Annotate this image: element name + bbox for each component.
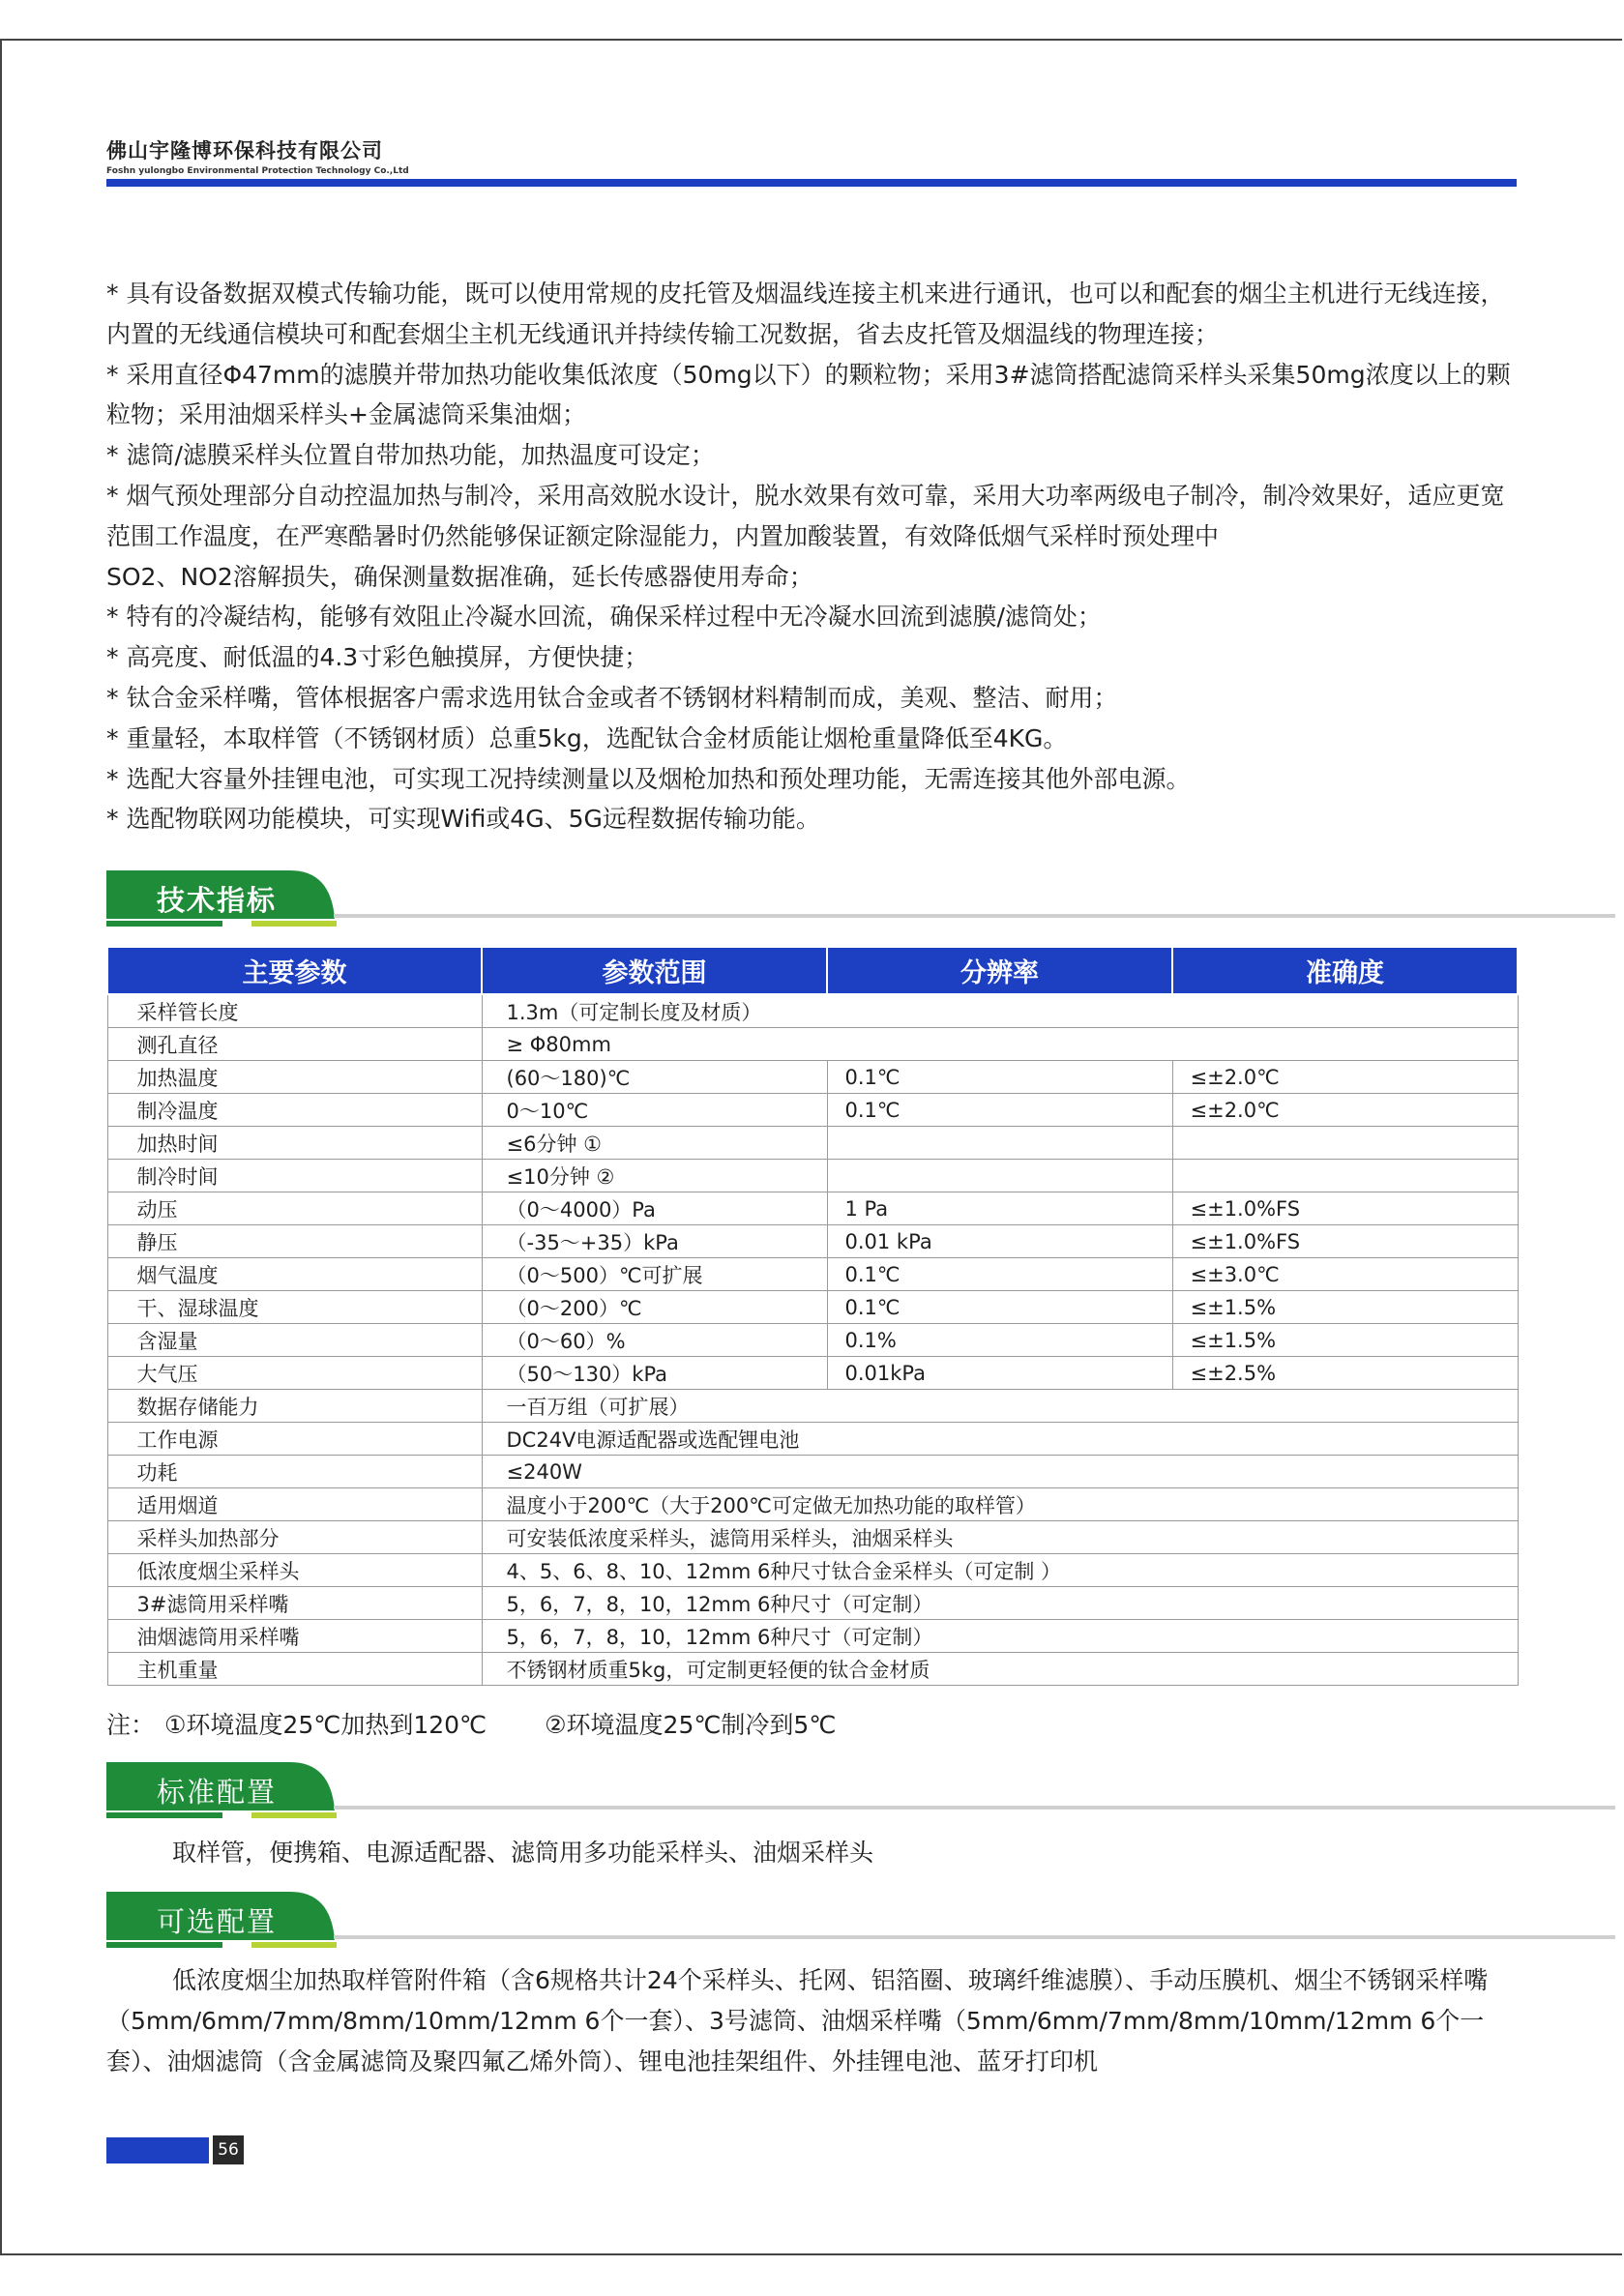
resolution-cell: 0.1℃ (827, 1094, 1172, 1127)
range-cell: （0～60）% (482, 1324, 827, 1357)
range-cell: 4、5、6、8、10、12mm 6种尺寸钛合金采样头（可定制 ） (482, 1554, 1518, 1587)
section-title: 技术指标 (157, 884, 278, 917)
param-cell: 采样头加热部分 (107, 1521, 482, 1554)
section-divider (334, 1806, 1615, 1810)
range-cell: （-35～+35）kPa (482, 1225, 827, 1258)
param-cell: 工作电源 (107, 1423, 482, 1456)
table-row (107, 1390, 1518, 1423)
accuracy-cell: ≤±1.0%FS (1172, 1192, 1518, 1225)
feature-item: * 特有的冷凝结构，能够有效阻止冷凝水回流，确保采样过程中无冷凝水回流到滤膜/滤筒处； (106, 603, 1102, 632)
standard-config-text: 取样管，便携箱、电源适配器、滤筒用多功能采样头、油烟采样头 (172, 1839, 874, 1867)
feature-item: * 滤筒/滤膜采样头位置自带加热功能，加热温度可设定； (106, 441, 715, 470)
resolution-cell: 1 Pa (827, 1192, 1172, 1225)
range-cell: （0～4000）Pa (482, 1192, 827, 1225)
accuracy-cell: ≤±1.5% (1172, 1324, 1518, 1357)
param-cell: 加热温度 (107, 1061, 482, 1094)
range-cell: 温度小于200℃（大于200℃可定做无加热功能的取样管） (482, 1488, 1518, 1521)
table-row (107, 1127, 1518, 1160)
section-divider (334, 914, 1615, 918)
table-row (107, 1554, 1518, 1587)
range-cell: ≥ Φ80mm (482, 1028, 1518, 1061)
param-cell: 主机重量 (107, 1653, 482, 1686)
table-row (107, 1291, 1518, 1324)
feature-item: * 具有设备数据双模式传输功能，既可以使用常规的皮托管及烟温线连接主机来进行通讯，也可以和配套的烟尘主机进行无线连接，内置的无线通信模块可和配套烟尘主机无线通讯并持续传输工况数据，省去皮托管及烟温线的物理连接； (106, 280, 1505, 348)
param-cell: 大气压 (107, 1357, 482, 1390)
spec-table-body (107, 994, 1518, 1686)
feature-item: * 重量轻，本取样管（不锈钢材质）总重5kg，选配钛合金材质能让烟枪重量降低至4KG。 (106, 723, 1068, 752)
spec-table (106, 946, 1519, 1686)
range-cell: 5，6，7，8，10，12mm 6种尺寸（可定制） (482, 1620, 1518, 1653)
section-tab-optional (106, 1892, 1509, 1948)
table-row (107, 1423, 1518, 1456)
header-rule (106, 179, 1517, 187)
range-cell: 0～10℃ (482, 1094, 827, 1127)
range-cell: 可安装低浓度采样头，滤筒用采样头，油烟采样头 (482, 1521, 1518, 1554)
accuracy-cell: ≤±2.0℃ (1172, 1061, 1518, 1094)
range-cell: 一百万组（可扩展） (482, 1390, 1518, 1423)
range-cell: ≤10分钟 ② (482, 1160, 827, 1192)
feature-item: * 烟气预处理部分自动控温加热与制冷，采用高效脱水设计，脱水效果有效可靠，采用大功率两级电子制冷，制冷效果好，适应更宽范围工作温度，在严寒酷暑时仍然能够保证额定除湿能力，内置加酸装置，有效降低烟气采样时预处理中 (106, 481, 1505, 550)
range-cell: 1.3m（可定制长度及材质） (482, 994, 1518, 1028)
range-cell: （50～130）kPa (482, 1357, 827, 1390)
header-accuracy: 准确度 (1172, 947, 1518, 994)
optional-config-text: 低浓度烟尘加热取样管附件箱（含6规格共计24个采样头、托网、铝箔圈、玻璃纤维滤膜）、手动压膜机、烟尘不锈钢采样嘴（5mm/6mm/7mm/8mm/10mm/12mm 6个一套）、3号滤筒、油烟采样嘴（5mm/6mm/7mm/8mm/10mm/12mm 6个一套）、油烟滤筒（含金属滤筒及聚四氟乙烯外筒）、锂电池挂架组件、外挂锂电池、蓝牙打印机 (106, 1966, 1489, 2075)
table-row (107, 1456, 1518, 1488)
param-cell: 功耗 (107, 1456, 482, 1488)
param-cell: 适用烟道 (107, 1488, 482, 1521)
table-row (107, 1258, 1518, 1291)
param-cell: 静压 (107, 1225, 482, 1258)
table-row (107, 1357, 1518, 1390)
param-cell: 烟气温度 (107, 1258, 482, 1291)
accuracy-cell (1172, 1160, 1518, 1192)
company-header (106, 135, 409, 176)
table-row (107, 1192, 1518, 1225)
section-title: 可选配置 (157, 1905, 278, 1938)
table-header-row (107, 947, 1518, 994)
header-range: 参数范围 (482, 947, 827, 994)
param-cell: 采样管长度 (107, 994, 482, 1028)
page-number: 56 (213, 2135, 244, 2164)
feature-item: * 选配物联网功能模块，可实现Wifi或4G、5G远程数据传输功能。 (106, 805, 820, 834)
table-row (107, 1488, 1518, 1521)
param-cell: 测孔直径 (107, 1028, 482, 1061)
range-cell: DC24V电源适配器或选配锂电池 (482, 1423, 1518, 1456)
table-row (107, 1521, 1518, 1554)
accuracy-cell (1172, 1127, 1518, 1160)
note-heating: ①环境温度25℃加热到120℃ (164, 1711, 487, 1739)
footer-bar (106, 2137, 209, 2164)
header-param: 主要参数 (107, 947, 482, 994)
section-title: 标准配置 (157, 1776, 278, 1809)
notes-prefix: 注： (106, 1711, 156, 1739)
range-cell: 5，6，7，8，10，12mm 6种尺寸（可定制） (482, 1587, 1518, 1620)
resolution-cell: 0.1℃ (827, 1291, 1172, 1324)
param-cell: 加热时间 (107, 1127, 482, 1160)
table-row (107, 1620, 1518, 1653)
table-row (107, 1094, 1518, 1127)
feature-item: * 采用直径Φ47mm的滤膜并带加热功能收集低浓度（50mg以下）的颗粒物；采用3#滤筒搭配滤筒采样头采集50mg浓度以上的颗粒物；采用油烟采样头+金属滤筒采集油烟； (106, 360, 1511, 429)
table-row (107, 1587, 1518, 1620)
accuracy-cell: ≤±1.5% (1172, 1291, 1518, 1324)
feature-list (106, 274, 1519, 839)
resolution-cell: 0.01 kPa (827, 1225, 1172, 1258)
resolution-cell: 0.1℃ (827, 1061, 1172, 1094)
resolution-cell: 0.1℃ (827, 1258, 1172, 1291)
table-notes (106, 1706, 894, 1741)
table-row (107, 994, 1518, 1028)
accuracy-cell: ≤±2.0℃ (1172, 1094, 1518, 1127)
param-cell: 干、湿球温度 (107, 1291, 482, 1324)
param-cell: 动压 (107, 1192, 482, 1225)
resolution-cell (827, 1160, 1172, 1192)
accuracy-cell: ≤±1.0%FS (1172, 1225, 1518, 1258)
param-cell: 制冷温度 (107, 1094, 482, 1127)
table-row (107, 1324, 1518, 1357)
param-cell: 3#滤筒用采样嘴 (107, 1587, 482, 1620)
resolution-cell (827, 1127, 1172, 1160)
company-name-cn: 佛山宇隆博环保科技有限公司 (106, 138, 383, 162)
param-cell: 数据存储能力 (107, 1390, 482, 1423)
table-row (107, 1653, 1518, 1686)
accuracy-cell: ≤±3.0℃ (1172, 1258, 1518, 1291)
param-cell: 含湿量 (107, 1324, 482, 1357)
company-name-en: Foshn yulongbo Environmental Protection Technology Co.,Ltd (106, 166, 409, 176)
table-row (107, 1160, 1518, 1192)
feature-item: SO2、NO2溶解损失，确保测量数据准确，延长传感器使用寿命； (106, 562, 813, 591)
range-cell: （0～200）℃ (482, 1291, 827, 1324)
resolution-cell: 0.01kPa (827, 1357, 1172, 1390)
table-row (107, 1225, 1518, 1258)
table-row (107, 1061, 1518, 1094)
resolution-cell: 0.1% (827, 1324, 1172, 1357)
feature-item: * 钛合金采样嘴，管体根据客户需求选用钛合金或者不锈钢材料精制而成，美观、整洁、耐用； (106, 683, 1118, 712)
feature-item: * 高亮度、耐低温的4.3寸彩色触摸屏，方便快捷； (106, 643, 649, 672)
range-cell: ≤240W (482, 1456, 1518, 1488)
table-row (107, 1028, 1518, 1061)
param-cell: 制冷时间 (107, 1160, 482, 1192)
section-tab-tech (106, 870, 1509, 927)
range-cell: (60～180)℃ (482, 1061, 827, 1094)
feature-item: * 选配大容量外挂锂电池，可实现工况持续测量以及烟枪加热和预处理功能，无需连接其他外部电源。 (106, 764, 1191, 793)
range-cell: （0～500）℃可扩展 (482, 1258, 827, 1291)
param-cell: 低浓度烟尘采样头 (107, 1554, 482, 1587)
param-cell: 油烟滤筒用采样嘴 (107, 1620, 482, 1653)
range-cell: 不锈钢材质重5kg，可定制更轻便的钛合金材质 (482, 1653, 1518, 1686)
note-cooling: ②环境温度25℃制冷到5℃ (545, 1711, 837, 1739)
range-cell: ≤6分钟 ① (482, 1127, 827, 1160)
section-tab-standard (106, 1762, 1509, 1818)
header-resolution: 分辨率 (827, 947, 1172, 994)
section-divider (334, 1935, 1615, 1939)
accuracy-cell: ≤±2.5% (1172, 1357, 1518, 1390)
